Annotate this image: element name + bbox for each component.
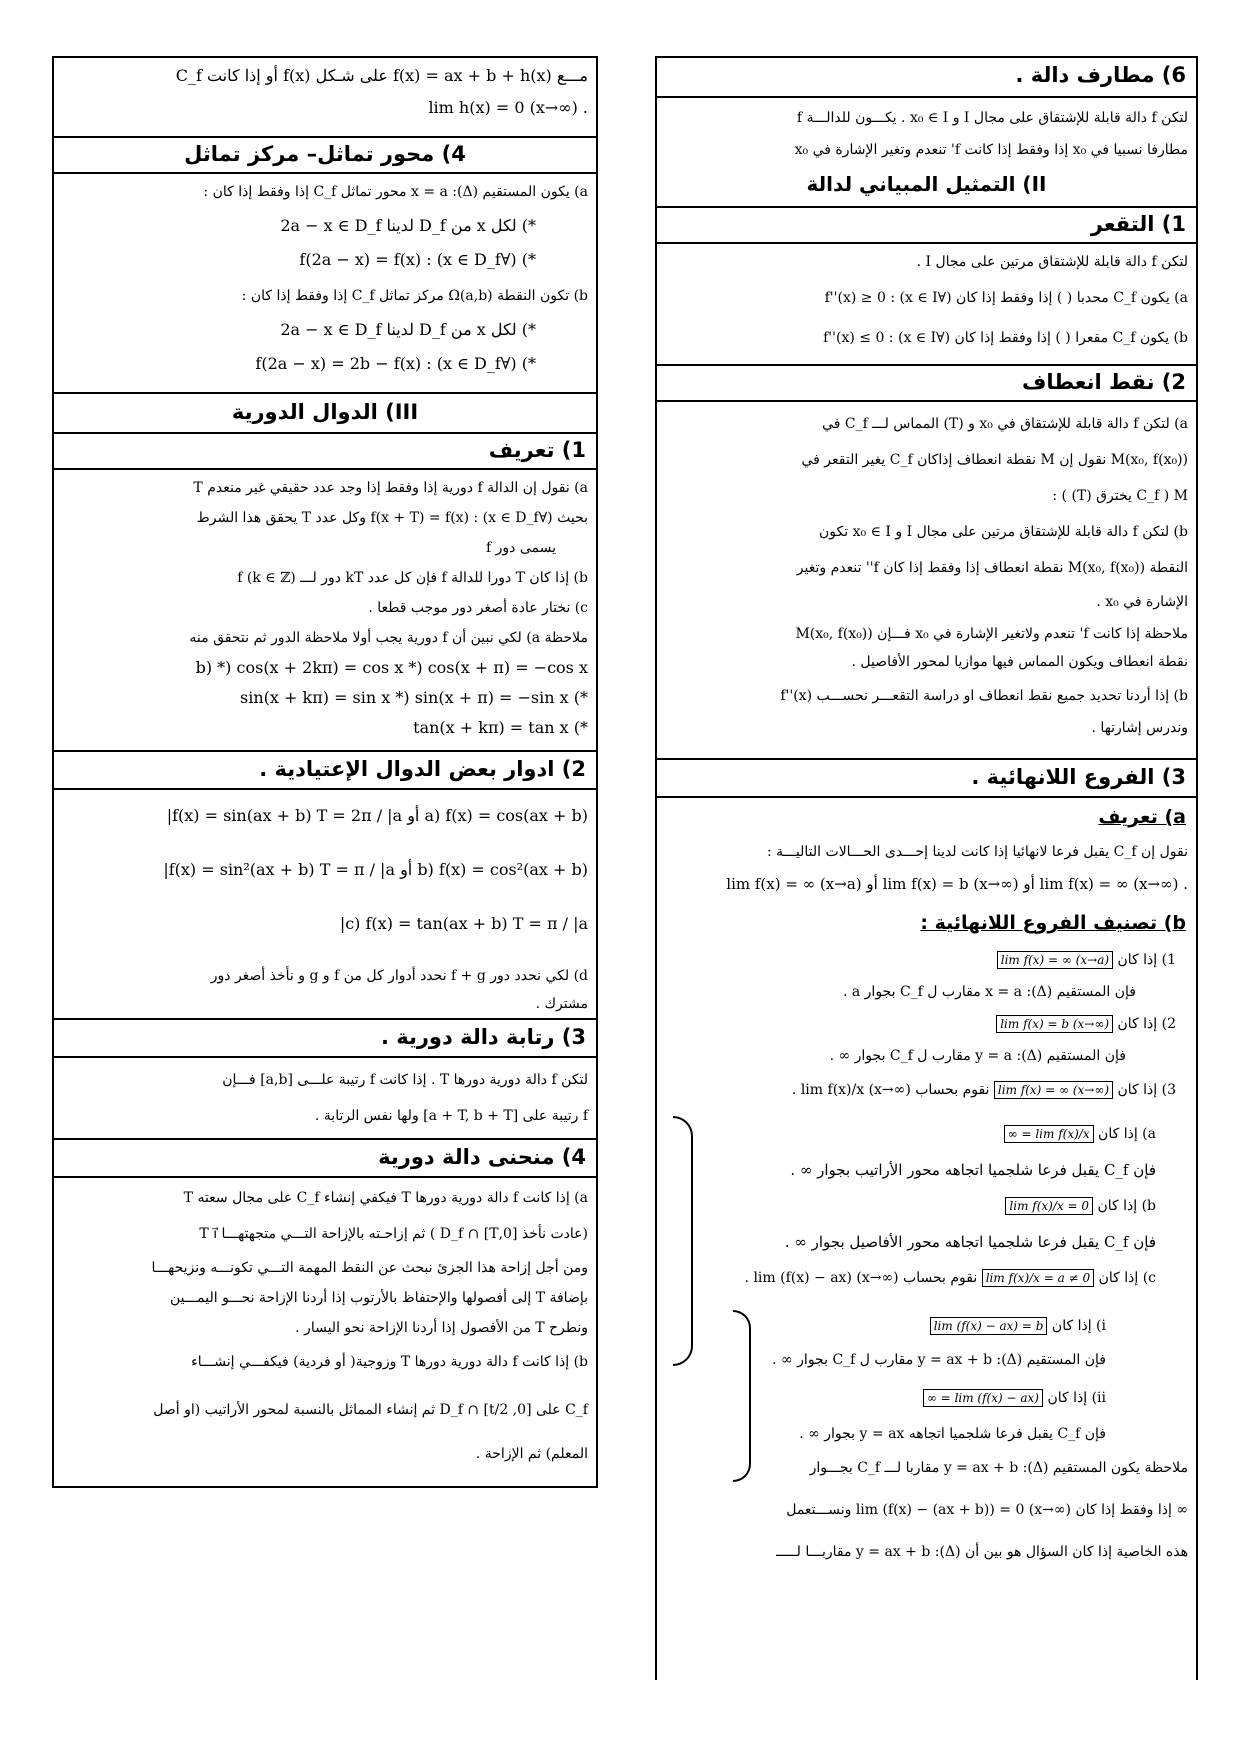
text-line: ونطرح T من الأفصول إذا أردنا الإزاحة نحو اليسار . xyxy=(295,1320,588,1336)
text-line: فإن المستقيم (Δ): y = a مقارب ل C_f بجوار ∞ . xyxy=(829,1048,1126,1064)
subsection-title: a) تعريف xyxy=(1098,806,1186,828)
case-label: ii) إذا كان xyxy=(1047,1390,1106,1406)
formula-line: *) tan(x + kπ) = tan x xyxy=(413,718,588,737)
text-line: هذه الخاصية إذا كان السؤال هو بين أن (Δ): y = ax + b مقاربـــا لـــــ xyxy=(776,1544,1188,1560)
text-line: نقطة انعطاف ويكون المماس فيها موازيا لمحور الأفاصيل . xyxy=(851,654,1188,670)
text-line: فإن C_f يقبل فرعا شلجميا اتجاهه y = ax بجوار ∞ . xyxy=(799,1426,1106,1442)
part-title: II) التمثيل المبياني لدالة xyxy=(806,172,1047,196)
limit-box: lim f(x)/x = a ≠ 0 xyxy=(982,1269,1094,1287)
section-title: 1) التقعر xyxy=(1090,212,1186,236)
inflection-title-row xyxy=(657,364,1196,400)
limit-box: lim f(x) = ∞ (x→∞) xyxy=(994,1081,1113,1099)
case-line xyxy=(665,1080,1176,1100)
formula-line: *) (∀x ∈ D_f) : f(2a − x) = f(x) xyxy=(299,250,536,269)
section-title: 1) تعريف xyxy=(488,438,586,462)
text-line: a) نقول إن الدالة f دورية إذا وفقط إذا وجد عدد حقيقي غير منعدم T xyxy=(193,480,588,496)
text-line: وندرس إشارتها . xyxy=(1091,720,1188,736)
case-line xyxy=(665,1316,1106,1336)
text-line: b) تكون النقطة Ω(a,b) مركز تماثل C_f إذا وفقط إذا كان : xyxy=(241,288,588,304)
text-line: b) إذا كانت f دالة دورية دورها T وزوجية( أو فردية) فيكفـــي إنشـــاء xyxy=(191,1354,588,1370)
text-line: d) لكي نحدد دور f + g نحدد أدوار كل من f و g و نأخذ أصغر دور xyxy=(210,968,588,984)
limit-box: lim f(x)/x = 0 xyxy=(1005,1197,1093,1215)
inflection-block xyxy=(657,400,1196,758)
text-line: b) يكون C_f مقعرا ( ) إذا وفقط إذا كان (∀x ∈ I) : f''(x) ≤ 0 xyxy=(823,330,1188,346)
case-label: a) إذا كان xyxy=(1098,1126,1156,1142)
text-line: c) نختار عادة أصغر دور موجب قطعا . xyxy=(368,600,588,616)
section-title: 2) نقط انعطاف xyxy=(1021,370,1186,394)
note-line: ملاحظة يكون المستقيم (Δ): y = ax + b مقاربا لـــ C_f بجـــوار xyxy=(809,1460,1188,1476)
case-line xyxy=(665,950,1176,970)
limit-box: lim f(x)/x = ∞ xyxy=(1004,1125,1094,1143)
limit-box: lim f(x) = ∞ (x→a) xyxy=(997,951,1113,969)
case-text: نقوم بحساب lim f(x)/x (x→∞) . xyxy=(791,1082,990,1098)
limit-box: lim (f(x) − ax) = b xyxy=(930,1317,1048,1335)
formula-line: a) f(x) = cos(ax + b) أو f(x) = sin(ax + b) T = 2π / |a| xyxy=(166,806,588,825)
text-line: فإن المستقيم (Δ): x = a مقارب ل C_f بجوار a . xyxy=(842,984,1136,1000)
definition-block xyxy=(54,468,596,750)
section-title: 4) محور تماثل– مركز تماثل xyxy=(184,142,466,166)
text-line: فإن المستقيم (Δ): y = ax + b مقارب ل C_f بجوار ∞ . xyxy=(772,1352,1106,1368)
formula-line: c) f(x) = tan(ax + b) T = π / |a| xyxy=(339,914,588,933)
definition-title-row xyxy=(54,432,596,468)
usual-title-row xyxy=(54,750,596,788)
text-line: b) إذا أردنا تحديد جميع نقط انعطاف او دراسة التقعـــر نحســـب f''(x) xyxy=(780,688,1188,704)
case-line xyxy=(665,1268,1156,1288)
case-label: 1) إذا كان xyxy=(1117,952,1176,968)
text-line: فإن C_f يقبل فرعا شلجميا اتجاهه محور الأراتيب بجوار ∞ . xyxy=(790,1161,1156,1179)
concavity-title-row xyxy=(657,206,1196,242)
usual-block xyxy=(54,788,596,1018)
text-line: نقول إن C_f يقبل فرعا لانهائيا إذا كانت لدينا إحـــدى الحـــالات التاليـــة : xyxy=(766,844,1188,860)
formula-line: *) (∀x ∈ D_f) : f(2a − x) = 2b − f(x) xyxy=(255,354,536,373)
section-title: 3) رتابة دالة دورية . xyxy=(380,1025,586,1049)
text-line: مطارفا نسبيا في x₀ إذا وفقط إذا كانت f' تنعدم وتغير الإشارة في x₀ xyxy=(794,142,1188,158)
text-line: a) يكون C_f محدبا ( ) إذا وفقط إذا كان (∀x ∈ I) : f''(x) ≥ 0 xyxy=(824,290,1188,306)
text-line: a) لتكن f دالة قابلة للإشتقاق في x₀ و (T) المماس لـــ C_f في xyxy=(822,416,1188,432)
extrema-title-row xyxy=(657,58,1196,96)
subsection-title: b) تصنيف الفروع اللانهائية : xyxy=(920,912,1186,934)
text-line: لتكن f دالة قابلة للإشتقاق مرتين على مجال I . xyxy=(916,254,1188,270)
text-line: b) لتكن f دالة قابلة للإشتقاق مرتين على مجال I و x₀ ∈ I تكون xyxy=(819,524,1188,540)
text-line: b) إذا كان T دورا للدالة f فإن كل عدد kT دور لـــ f (k ∈ ℤ) xyxy=(237,570,588,586)
text-line: بإضافة T إلى أفصولها والإحتفاظ بالأرتوب إذا أردنا الإزاحة نحـــو اليمـــين xyxy=(169,1290,588,1306)
text-line: M(x₀, f(x₀)) نقول إن M نقطة انعطاف إذاكان C_f يغير التقعر في xyxy=(801,452,1188,468)
text-line: مـــع f(x) = ax + b + h(x) على شـكل f(x) أو إذا كانت C_f xyxy=(175,66,588,85)
text-line: ∞ إذا وفقط إذا كان lim (f(x) − (ax + b)) = 0 (x→∞) ونســـتعمل xyxy=(786,1502,1188,1518)
text-line: مشترك . xyxy=(535,996,588,1012)
text-line: a) يكون المستقيم (Δ): x = a محور تماثل C_f إذا وفقط إذا كان : xyxy=(203,184,588,200)
intro-block xyxy=(54,58,596,136)
axis-title-row xyxy=(54,136,596,172)
section-title: 2) ادوار بعض الدوال الإعتيادية . xyxy=(259,757,586,781)
part-title: III) الدوال الدورية xyxy=(231,400,419,424)
text-line: لتكن f دالة قابلة للإشتقاق على مجال I و x₀ ∈ I . يكـــون للدالـــة f xyxy=(796,110,1188,126)
case-label: b) إذا كان xyxy=(1097,1198,1156,1214)
monotony-block xyxy=(54,1056,596,1138)
note-line: ملاحظة إذا كانت f' تنعدم ولاتغير الإشارة في x₀ فـــإن M(x₀, f(x₀)) xyxy=(795,626,1188,642)
text-line: M ( C_f يخترق (T) ) : xyxy=(1052,488,1188,504)
note-line: ملاحظة a) لكي نبين أن f دورية يجب أولا ملاحظة الدور ثم نتحقق منه xyxy=(189,630,588,646)
formula-line: b) f(x) = cos²(ax + b) أو f(x) = sin²(ax + b) T = π / |a| xyxy=(163,860,588,879)
text-line: النقطة M(x₀, f(x₀)) نقطة انعطاف إذا وفقط إذا كان f'' تنعدم وتغير xyxy=(796,560,1188,576)
case-text: نقوم بحساب lim (f(x) − ax) (x→∞) . xyxy=(744,1270,978,1286)
axis-block xyxy=(54,172,596,392)
formula-line: *) sin(x + kπ) = sin x *) sin(x + π) = −sin x xyxy=(240,688,588,707)
extrema-block xyxy=(657,96,1196,206)
formula-line: *) لكل x من D_f لدينا 2a − x ∈ D_f xyxy=(280,216,536,235)
text-line: المعلم) ثم الإزاحة . xyxy=(475,1446,588,1462)
case-line xyxy=(665,1014,1176,1034)
case-line xyxy=(665,1196,1156,1216)
formula-line: b) *) cos(x + 2kπ) = cos x *) cos(x + π) = −cos x xyxy=(195,658,588,677)
case-label: 2) إذا كان xyxy=(1117,1016,1176,1032)
limit-box: lim f(x) = b (x→∞) xyxy=(996,1015,1113,1033)
periodic-title-row xyxy=(54,392,596,432)
text-line: الإشارة في x₀ . xyxy=(1096,594,1188,610)
curve-title-row xyxy=(54,1138,596,1176)
right-column xyxy=(655,56,1198,1680)
formula-line: . lim f(x) = ∞ (x→∞) أو lim f(x) = b (x→∞) أو lim f(x) = ∞ (x→a) xyxy=(726,875,1188,893)
text-line: f رتيبة على [a + T, b + T] ولها نفس الرتابة . xyxy=(314,1108,588,1124)
section-title: 3) الفروع اللانهائية . xyxy=(971,765,1186,789)
text-line: فإن C_f يقبل فرعا شلجميا اتجاهه محور الأفاصيل بجوار ∞ . xyxy=(784,1233,1156,1251)
text-line: C_f على [0, t/2] ∩ D_f ثم إنشاء المماثل بالنسبة لمحور الأراتيب (او أصل xyxy=(153,1402,588,1418)
left-column xyxy=(52,56,598,1488)
case-line xyxy=(665,1388,1106,1408)
text-line: (عادت نأخذ [0,T] ∩ D_f ) ثم إزاحـته بالإزاحة التـــي متجهتهـــا T i⃗ xyxy=(199,1226,588,1242)
case-label: c) إذا كان xyxy=(1098,1270,1156,1286)
branches-title-row xyxy=(657,758,1196,796)
curve-block xyxy=(54,1176,596,1488)
limit-box: lim (f(x) − ax) = ∞ xyxy=(923,1389,1043,1407)
case-line xyxy=(665,1124,1156,1144)
branches-block xyxy=(657,796,1196,1682)
text-line: لتكن f دالة دورية دورها T . إذا كانت f رتيبة علـــى [a,b] فـــإن xyxy=(222,1072,588,1088)
case-label: 3) إذا كان xyxy=(1117,1082,1176,1098)
text-line: بحيث (∀x ∈ D_f) : f(x + T) = f(x) وكل عدد T يحقق هذا الشرط xyxy=(196,510,588,526)
section-title: 4) منحنى دالة دورية xyxy=(378,1145,586,1169)
formula-line: *) لكل x من D_f لدينا 2a − x ∈ D_f xyxy=(280,320,536,339)
text-line: a) إذا كانت f دالة دورية دورها T فيكفي إنشاء C_f على مجال سعته T xyxy=(183,1190,588,1206)
case-label: i) إذا كان xyxy=(1051,1318,1106,1334)
text-line: ومن أجل إزاحة هذا الجزئ نبحث عن النقط المهمة التـــي تكونـــه ونزيحهـــا xyxy=(151,1260,588,1276)
section-title: 6) مطارف دالة . xyxy=(1015,63,1186,87)
concavity-block xyxy=(657,242,1196,364)
monotony-title-row xyxy=(54,1018,596,1056)
text-line: . lim h(x) = 0 (x→∞) xyxy=(428,98,588,117)
text-line: يسمى دور f xyxy=(486,540,556,556)
